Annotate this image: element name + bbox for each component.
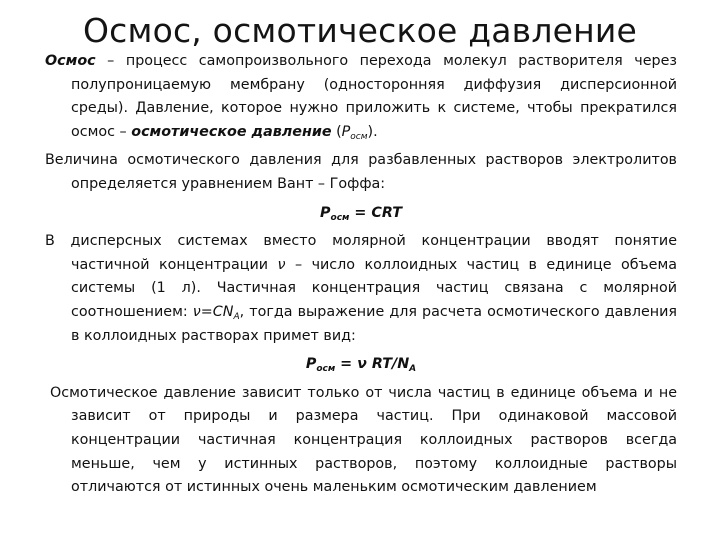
- formula-vant-hoff: [45, 202, 677, 226]
- formula-rest: = CRT: [349, 204, 402, 221]
- slide-title: Осмос, осмотическое давление: [82, 11, 638, 50]
- formula-subscript: осм: [316, 364, 336, 375]
- paragraph-text: Осмотическое давление зависит только от числа частиц в единице объема и не зависит от природы и размера частиц. При одинаковой массовой концентрации частичная концентрация коллоидных растворов всегда меньше, чем у истинных растворов, поэтому коллоидные растворы отличаются от истинных очень маленьким осмотическим давлением: [50, 384, 677, 496]
- formula-symbol: P: [320, 204, 331, 221]
- paragraph-text: , тогда выражение для расчета осмотического давления в коллоидных растворах примет вид:: [71, 303, 678, 344]
- relation-formula: ν=CN: [192, 303, 234, 320]
- symbol-p: P: [341, 123, 351, 140]
- paragraph-text: Величина осмотического давления для разбавленных растворов электролитов определяется уравнением Вант – Гоффа:: [45, 152, 677, 192]
- paragraph-vant-hoff: [45, 149, 677, 196]
- formula-rest: = ν RT/N: [335, 356, 410, 373]
- symbol-subscript: осм: [350, 131, 368, 142]
- term-osmotic-pressure: осмотическое давление: [131, 123, 332, 140]
- paragraph-conclusion: [45, 382, 677, 500]
- slide-body: [45, 50, 677, 514]
- formula-symbol: P: [305, 356, 317, 373]
- paragraph-text: ).: [367, 123, 378, 140]
- paragraph-osmosis-definition: [45, 50, 677, 144]
- formula-subscript-a: A: [409, 364, 417, 375]
- paragraph-text: – процесс самопроизвольного перехода молекул растворителя через полупроницаемую мембрану (односторонняя диффузия дисперсионной среды). Давление, которое нужно приложить к системе, чтобы прекратился осмос –: [71, 53, 677, 140]
- symbol-nu: ν: [277, 256, 286, 273]
- paragraph-text: (: [331, 123, 342, 140]
- paragraph-particle-concentration: [45, 230, 677, 348]
- paragraph-text: – число коллоидных частиц в единице объема системы (1 л). Частичная концентрация частиц связана с молярной соотношением:: [71, 256, 677, 320]
- formula-subscript: осм: [330, 212, 350, 223]
- term-osmosis: Осмос: [45, 53, 96, 69]
- paragraph-text: В дисперсных системах вместо молярной концентрации вводят понятие частичной концентрации: [45, 233, 677, 273]
- relation-subscript: A: [233, 311, 240, 322]
- formula-colloid: [45, 353, 677, 377]
